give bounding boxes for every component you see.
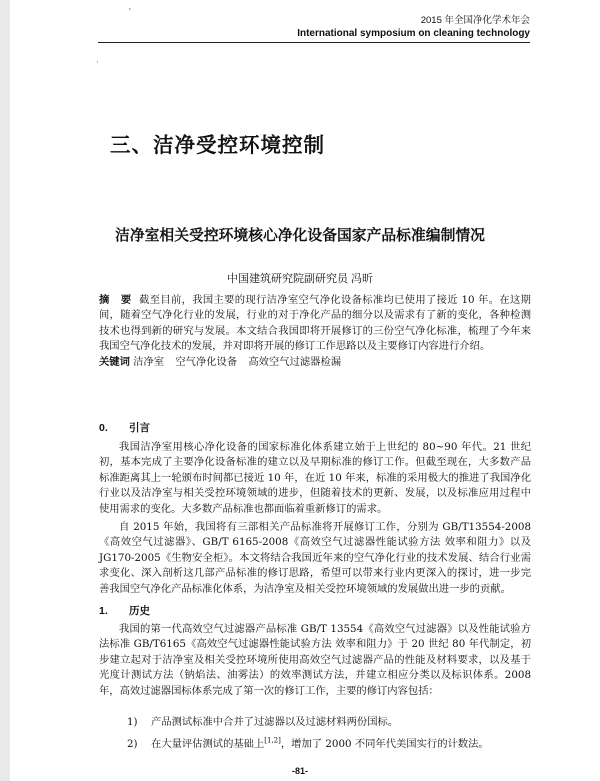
keywords-label: 关键词 <box>99 356 130 368</box>
history-body <box>99 622 531 699</box>
list-item-text-cont: ，增加了 2000 不同年代美国实行的计数法。 <box>280 738 489 750</box>
page-number: -81- <box>291 766 308 776</box>
section-number: 1. <box>99 605 108 617</box>
section-heading-history <box>99 603 150 618</box>
paragraph: 我国的第一代高效空气过滤器产品标准 GB/T 13554《高效空气过滤器》以及性能试验方法标准 GB/T6165《高效空气过滤器性能试验方法 效率和阻力》于 20 世纪 80 年代制定，初步建立起对于洁净室及相关受控环境所使用高效空气过滤器产品的性能及材料要求，以及基于光度计测试方法（钠焰法、油雾法）的效率测试方法，并建立相应分类以及标识体系。2008 年，高效过滤器国标体系完成了第一次的修订工作，主要的修订内容包括： <box>99 623 531 697</box>
scan-edge <box>0 0 10 781</box>
list-item-text: 产品测试标准中合并了过滤器以及过滤材料两份国标。 <box>151 716 399 728</box>
section-heading: 三、洁净受控环境控制 <box>110 133 325 157</box>
section-number: 0. <box>99 422 108 434</box>
conference-name-en: International symposium on cleaning technology <box>297 28 530 39</box>
conference-name-cn: 2015 年全国净化学术年会 <box>420 15 530 26</box>
scan-speck: ʼ <box>128 8 131 18</box>
paragraph: 我国洁净室用核心净化设备的国家标准化体系建立始于上世纪的 80~90 年代。21 世纪初，基本完成了主要净化设备标准的建立以及早期标准的修订工作。但截至现在，大多数产品标准距离其上一轮颁布时间都已接近 10 年，在近 10 年来，标准的采用极大的推进了我国净化行业以及洁净室与相关受控环境领域的进步，但随着技术的更新、发展，以及标准应用过程中使用需求的变化。大多数产品标准也都面临着重新修订的需求。 <box>99 441 531 515</box>
running-header <box>297 14 530 40</box>
section-title: 历史 <box>129 605 150 617</box>
header-rule <box>98 42 530 43</box>
list-item-number: 1) <box>127 716 138 728</box>
abstract-text: 截至目前，我国主要的现行洁净室空气净化设备标准均已使用了接近 10 年。在这期间，随着空气净化行业的发展，行业的对于净化产品的细分以及需求有了新的变化，各种检测技术也得到新的研究与发展。本文结合我国即将开展修订的三份空气净化标准，梳理了今年来我国空气净化技术的发展，并对即将开展的修订工作思路以及主要修订内容进行介绍。 <box>99 294 531 353</box>
scan-speck: · <box>96 58 99 68</box>
section-heading-introduction <box>99 420 150 435</box>
abstract <box>99 293 531 370</box>
author-line: 中国建筑研究院副研究员 冯昕 <box>226 273 374 285</box>
paragraph: 自 2015 年始，我国将有三部相关产品标准将开展修订工作，分别为 GB/T13554-2008《高效空气过滤器》、GB/T 6165-2008《高效空气过滤器性能试验方法 效率和阻力》以及 JG170-2005《生物安全柜》。本文将结合我国近年来的空气净化行业的技术发展、结合行业需求变化、深入剖析这几部产品标准的修订思路，希望可以带来行业内更深入的探讨，进一步完善我国空气净化产品标准化体系，为洁净室及相关受控环境领域的发展做出进一步的贡献。 <box>99 521 531 595</box>
list-item <box>127 735 489 750</box>
citation-ref: [1,2] <box>264 736 281 745</box>
section-title: 引言 <box>129 422 150 434</box>
introduction-body <box>99 440 531 597</box>
list-item <box>127 713 398 728</box>
abstract-label: 摘 要 <box>99 295 136 306</box>
list-item-number: 2) <box>127 738 138 750</box>
keywords-text: 洁净室 空气净化设备 高效空气过滤器检漏 <box>133 355 342 368</box>
paper-title: 洁净室相关受控环境核心净化设备国家产品标准编制情况 <box>115 227 485 244</box>
keywords <box>99 355 531 370</box>
list-item-text: 在大量评估测试的基础上 <box>151 738 265 750</box>
